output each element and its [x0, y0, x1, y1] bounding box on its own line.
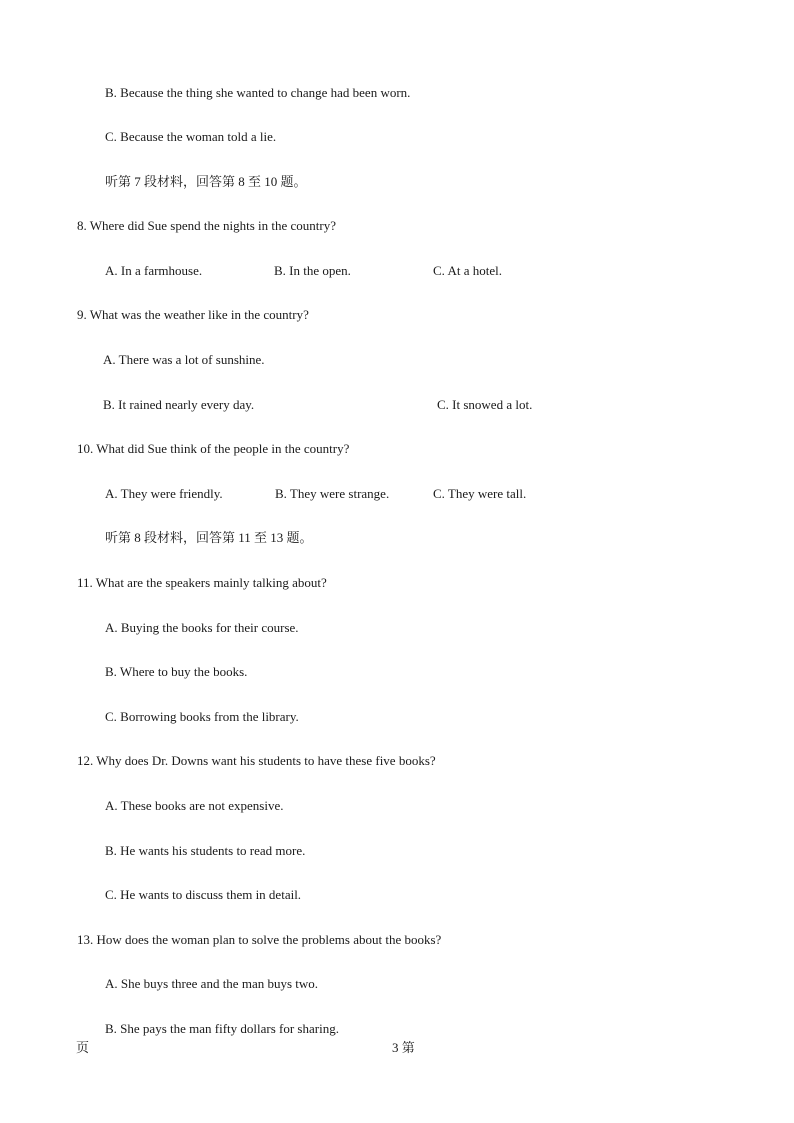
q9-option-b: B. It rained nearly every day. — [103, 397, 255, 412]
q9-option-c: C. It snowed a lot. — [437, 397, 533, 412]
question-8: 8. Where did Sue spend the nights in the country? — [77, 218, 336, 233]
q7-option-b: B. Because the thing she wanted to change had been worn. — [105, 85, 411, 100]
q12-option-b: B. He wants his students to read more. — [105, 843, 306, 858]
section-7-instruction: 听第 7 段材料，回答第 8 至 10 题。 — [105, 174, 307, 189]
q9-option-a: A. There was a lot of sunshine. — [103, 352, 265, 367]
question-9: 9. What was the weather like in the country? — [77, 307, 309, 322]
q11-option-a: A. Buying the books for their course. — [105, 620, 299, 635]
section-8-instruction: 听第 8 段材料，回答第 11 至 13 题。 — [105, 530, 313, 545]
question-11: 11. What are the speakers mainly talking about? — [77, 575, 327, 590]
q13-option-b: B. She pays the man fifty dollars for sharing. — [105, 1021, 339, 1036]
q8-option-a: A. In a farmhouse. — [105, 263, 203, 278]
q11-option-c: C. Borrowing books from the library. — [105, 709, 299, 724]
footer-left: 页 — [76, 1040, 90, 1055]
q8-option-c: C. At a hotel. — [433, 263, 502, 278]
q13-option-a: A. She buys three and the man buys two. — [105, 976, 319, 991]
q12-option-a: A. These books are not expensive. — [105, 798, 284, 813]
question-12: 12. Why does Dr. Downs want his students to have these five books? — [77, 753, 436, 768]
q10-option-c: C. They were tall. — [433, 486, 527, 501]
question-13: 13. How does the woman plan to solve the problems about the books? — [77, 932, 442, 947]
page-number: 3 第 — [392, 1040, 415, 1055]
q8-option-b: B. In the open. — [274, 263, 351, 278]
q10-option-a: A. They were friendly. — [105, 486, 223, 501]
q10-option-b: B. They were strange. — [275, 486, 390, 501]
q11-option-b: B. Where to buy the books. — [105, 664, 248, 679]
q7-option-c: C. Because the woman told a lie. — [105, 129, 277, 144]
q12-option-c: C. He wants to discuss them in detail. — [105, 887, 302, 902]
question-10: 10. What did Sue think of the people in the country? — [77, 441, 350, 456]
